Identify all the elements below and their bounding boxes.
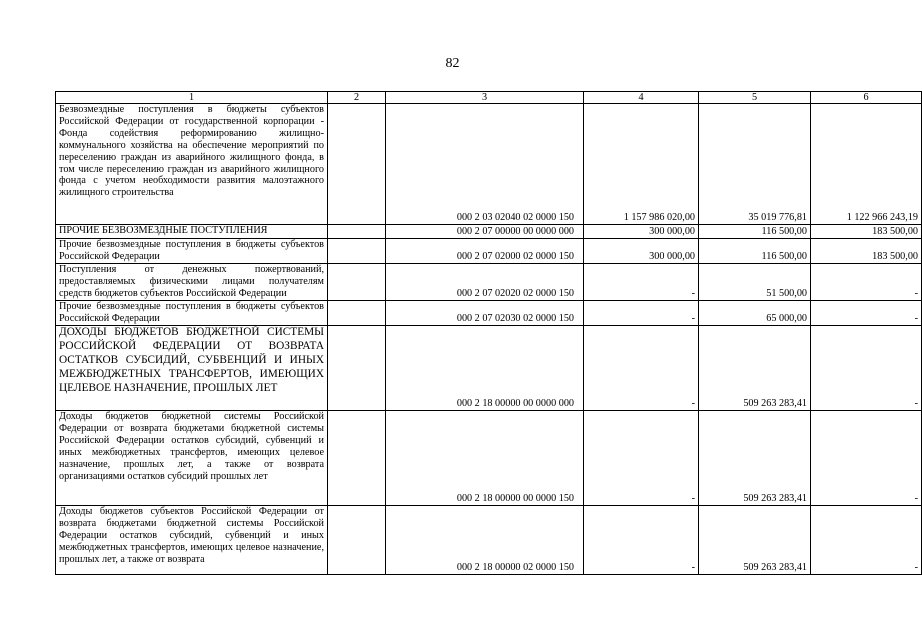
- row-name: Безвозмездные поступления в бюджеты субъектов Российской Федерации от государственной корпорации - Фонда содействия реформированию жилищно-коммунального хозяйства на обеспечение мероприятий по переселению граждан из аварийного жилищного фонда, в том числе переселению граждан из аварийного жилищного фонда с учетом необходимости развития малоэтажного жилищного строительства: [56, 104, 328, 225]
- row-col2: [328, 506, 386, 575]
- table-row: [56, 326, 922, 411]
- row-col6: -: [811, 326, 922, 411]
- row-col5: 509 263 283,41: [699, 411, 811, 506]
- row-code: 000 2 07 02000 02 0000 150: [386, 239, 584, 264]
- column-header-5: 5: [699, 92, 811, 104]
- row-code: 000 2 07 02020 02 0000 150: [386, 264, 584, 301]
- row-code: 000 2 18 00000 00 0000 000: [386, 326, 584, 411]
- column-header-2: 2: [328, 92, 386, 104]
- row-col6: -: [811, 506, 922, 575]
- row-col4: -: [584, 411, 699, 506]
- row-col4: 300 000,00: [584, 225, 699, 239]
- row-col2: [328, 411, 386, 506]
- column-header-1: 1: [56, 92, 328, 104]
- column-header-3: 3: [386, 92, 584, 104]
- row-col4: -: [584, 326, 699, 411]
- row-col2: [328, 301, 386, 326]
- row-col5: 51 500,00: [699, 264, 811, 301]
- table-row: [56, 301, 922, 326]
- table-row: [56, 411, 922, 506]
- row-col2: [328, 104, 386, 225]
- row-col4: -: [584, 506, 699, 575]
- row-col2: [328, 264, 386, 301]
- row-col5: 35 019 776,81: [699, 104, 811, 225]
- row-col5: 116 500,00: [699, 239, 811, 264]
- row-col5: 65 000,00: [699, 301, 811, 326]
- row-col4: 300 000,00: [584, 239, 699, 264]
- row-col5: 116 500,00: [699, 225, 811, 239]
- row-col4: 1 157 986 020,00: [584, 104, 699, 225]
- table-row: [56, 104, 922, 225]
- row-col2: [328, 239, 386, 264]
- row-name: ПРОЧИЕ БЕЗВОЗМЕЗДНЫЕ ПОСТУПЛЕНИЯ: [56, 225, 328, 239]
- row-code: 000 2 07 02030 02 0000 150: [386, 301, 584, 326]
- row-col4: -: [584, 301, 699, 326]
- table-row: [56, 239, 922, 264]
- row-name: Доходы бюджетов бюджетной системы Российской Федерации от возврата бюджетами бюджетной системы Российской Федерации остатков субсидий, субвенций и иных межбюджетных трансфертов, имеющих целевое назначение, прошлых лет, а также от возврата организациями остатков субсидий прошлых лет: [56, 411, 328, 506]
- row-col6: -: [811, 411, 922, 506]
- row-name: ДОХОДЫ БЮДЖЕТОВ БЮДЖЕТНОЙ СИСТЕМЫ РОССИЙСКОЙ ФЕДЕРАЦИИ ОТ ВОЗВРАТА ОСТАТКОВ СУБСИДИЙ, СУБВЕНЦИЙ И ИНЫХ МЕЖБЮДЖЕТНЫХ ТРАНСФЕРТОВ, ИМЕЮЩИХ ЦЕЛЕВОЕ НАЗНАЧЕНИЕ, ПРОШЛЫХ ЛЕТ: [56, 326, 328, 411]
- table-row: [56, 506, 922, 575]
- row-name: Прочие безвозмездные поступления в бюджеты субъектов Российской Федерации: [56, 301, 328, 326]
- budget-revenue-table: [55, 91, 922, 575]
- row-col2: [328, 225, 386, 239]
- column-header-6: 6: [811, 92, 922, 104]
- table-row: [56, 225, 922, 239]
- table-header-row: [56, 92, 922, 104]
- row-code: 000 2 18 00000 02 0000 150: [386, 506, 584, 575]
- column-header-4: 4: [584, 92, 699, 104]
- row-col6: 1 122 966 243,19: [811, 104, 922, 225]
- row-col2: [328, 326, 386, 411]
- page-number: 82: [445, 56, 460, 71]
- row-name: Доходы бюджетов субъектов Российской Федерации от возврата бюджетами бюджетной системы Российской Федерации остатков субсидий, субвенций и иных межбюджетных трансфертов, имеющих целевое назначение, прошлых лет, а также от возврата: [56, 506, 328, 575]
- row-name: Прочие безвозмездные поступления в бюджеты субъектов Российской Федерации: [56, 239, 328, 264]
- row-col5: 509 263 283,41: [699, 326, 811, 411]
- table-row: [56, 264, 922, 301]
- row-name: Поступления от денежных пожертвований, предоставляемых физическими лицами получателям средств бюджетов субъектов Российской Федерации: [56, 264, 328, 301]
- row-col5: 509 263 283,41: [699, 506, 811, 575]
- row-code: 000 2 18 00000 00 0000 150: [386, 411, 584, 506]
- row-col6: 183 500,00: [811, 225, 922, 239]
- row-col6: 183 500,00: [811, 239, 922, 264]
- row-code: 000 2 07 00000 00 0000 000: [386, 225, 584, 239]
- row-col4: -: [584, 264, 699, 301]
- row-code: 000 2 03 02040 02 0000 150: [386, 104, 584, 225]
- row-col6: -: [811, 264, 922, 301]
- row-col6: -: [811, 301, 922, 326]
